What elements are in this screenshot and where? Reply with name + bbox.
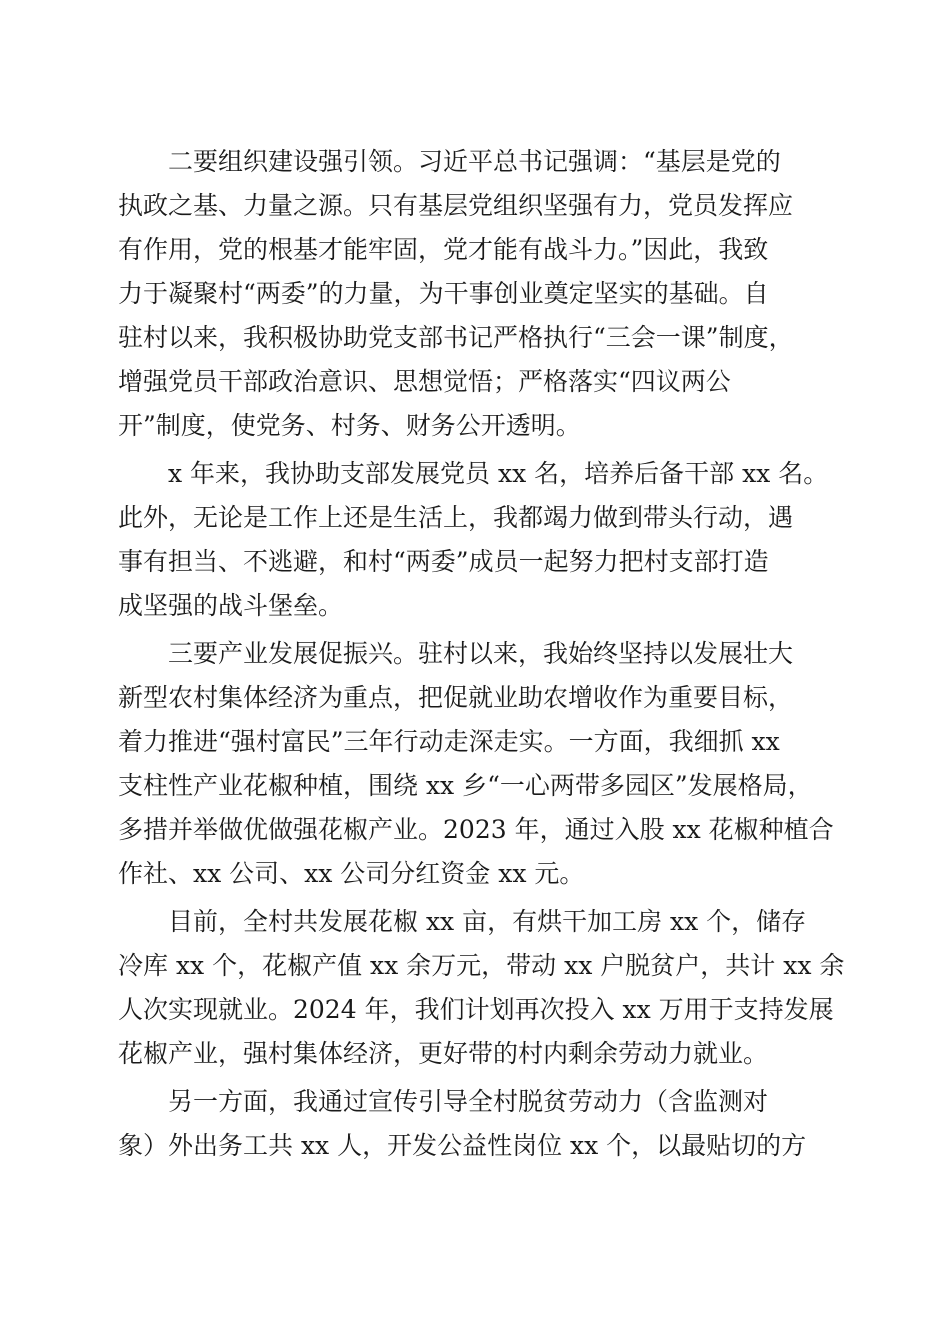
paragraph-1-line-4: 力于凝聚村“两委”的力量，为干事创业奠定坚实的基础。自 <box>118 279 769 308</box>
paragraph-3-line-3: 着力推进“强村富民”三年行动走深走实。一方面，我细抓 xx <box>118 727 780 756</box>
paragraph-1-line-1: 二要组织建设强引领。习近平总书记强调：“基层是党的 <box>118 147 781 176</box>
paragraph-2-line-1: x 年来，我协助支部发展党员 xx 名，培养后备干部 xx 名。 <box>118 459 829 488</box>
paragraph-4-line-4: 花椒产业，强村集体经济，更好带的村内剩余劳动力就业。 <box>118 1039 769 1068</box>
paragraph-5-line-2: 象）外出务工共 xx 人，开发公益性岗位 xx 个，以最贴切的方 <box>118 1131 807 1160</box>
paragraph-1-line-6: 增强党员干部政治意识、思想觉悟；严格落实“四议两公 <box>118 367 731 396</box>
paragraph-3-line-2: 新型农村集体经济为重点，把促就业助农增收作为重要目标， <box>118 683 794 712</box>
paragraph-2-line-2: 此外，无论是工作上还是生活上，我都竭力做到带头行动，遇 <box>118 503 794 532</box>
paragraph-1-line-2: 执政之基、力量之源。只有基层党组织坚强有力，党员发挥应 <box>118 191 794 220</box>
paragraph-3-line-5: 多措并举做优做强花椒产业。2023 年，通过入股 xx 花椒种植合 <box>118 815 834 844</box>
paragraph-1-line-5: 驻村以来，我积极协助党支部书记严格执行“三会一课”制度， <box>118 323 794 352</box>
paragraph-3-line-6: 作社、xx 公司、xx 公司分红资金 xx 元。 <box>118 859 585 888</box>
paragraph-5-line-1: 另一方面，我通过宣传引导全村脱贫劳动力（含监测对 <box>118 1087 769 1116</box>
paragraph-3-line-1: 三要产业发展促振兴。驻村以来，我始终坚持以发展壮大 <box>118 639 794 668</box>
paragraph-4-line-2: 冷库 xx 个，花椒产值 xx 余万元，带动 xx 户脱贫户，共计 xx 余 <box>118 951 845 980</box>
paragraph-4-line-3: 人次实现就业。2024 年，我们计划再次投入 xx 万用于支持发展 <box>118 995 834 1024</box>
paragraph-2-line-4: 成坚强的战斗堡垒。 <box>118 591 344 620</box>
paragraph-4-line-1: 目前，全村共发展花椒 xx 亩，有烘干加工房 xx 个，储存 <box>118 907 807 936</box>
paragraph-2-line-3: 事有担当、不逃避，和村“两委”成员一起努力把村支部打造 <box>118 547 769 576</box>
paragraph-1-line-7: 开”制度，使党务、村务、财务公开透明。 <box>118 411 581 440</box>
paragraph-1-line-3: 有作用，党的根基才能牢固，党才能有战斗力。”因此，我致 <box>118 235 769 264</box>
paragraph-3-line-4: 支柱性产业花椒种植，围绕 xx 乡“一心两带多园区”发展格局， <box>118 771 813 800</box>
